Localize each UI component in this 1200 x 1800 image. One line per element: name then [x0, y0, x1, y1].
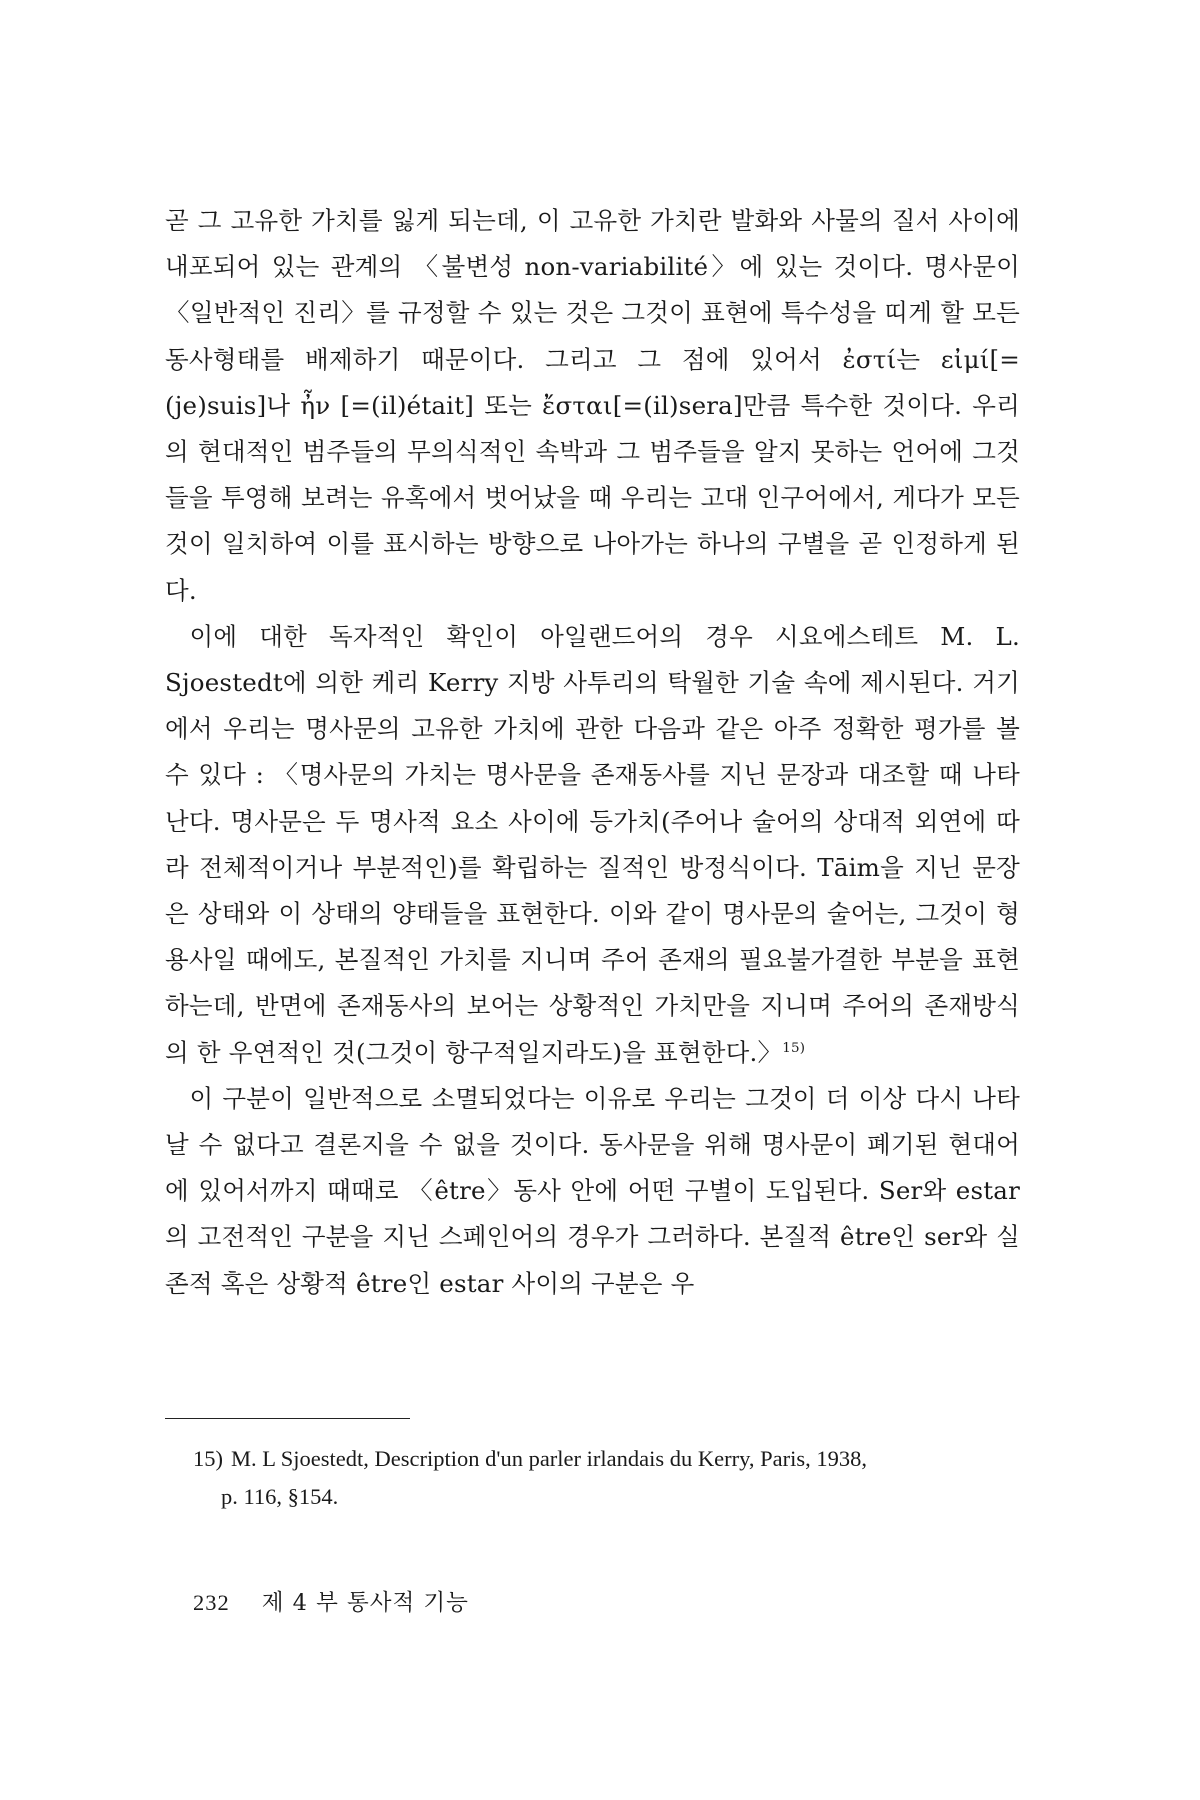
page-number: 232 [193, 1590, 230, 1615]
paragraph-3: 이 구분이 일반적으로 소멸되었다는 이유로 우리는 그것이 더 이상 다시 나타날 수 없다고 결론지을 수 없을 것이다. 동사문을 위해 명사문이 폐기된 현대어에 있어서까지 때때로 〈être〉동사 안에 어떤 구별이 도입된다. Ser와 estar의 고전적인 구분을 지닌 스페인어의 경우가 그러하다. 본질적 être인 ser와 실존적 혹은 상황적 être인 estar 사이의 구분은 우 [165, 1083, 1020, 1298]
paragraph-1: 곧 그 고유한 가치를 잃게 되는데, 이 고유한 가치란 발화와 사물의 질서 사이에 내포되어 있는 관계의 〈불변성 non-variabilité〉에 있는 것이다. 명사문이 〈일반적인 진리〉를 규정할 수 있는 것은 그것이 표현에 특수성을 띠게 할 모든 동사형태를 배제하기 때문이다. 그리고 그 점에 있어서 ἐστί는 εἰμί[=(je)suis]나 ἦν [=(il)était] 또는 ἔσται[=(il)sera]만큼 특수한 것이다. 우리의 현대적인 범주들의 무의식적인 속박과 그 범주들을 알지 못하는 언어에 그것들을 투영해 보려는 유혹에서 벗어났을 때 우리는 고대 인구어에서, 게다가 모든 것이 일치하여 이를 표시하는 방향으로 나아가는 하나의 구별을 곧 인정하게 된다. [165, 206, 1020, 605]
footnote [193, 1440, 1020, 1516]
footnote-number: 15) [193, 1446, 223, 1471]
paragraph-2 [165, 614, 1020, 1076]
main-text [165, 198, 1020, 1307]
paragraph-2-text: 이에 대한 독자적인 확인이 아일랜드어의 경우 시요에스테트 M. L. Sjoestedt에 의한 케리 Kerry 지방 사투리의 탁월한 기술 속에 제시된다. 거기에서 우리는 명사문의 고유한 가치에 관한 다음과 같은 아주 정확한 평가를 볼 수 있다 : 〈명사문의 가치는 명사문을 존재동사를 지닌 문장과 대조할 때 나타난다. 명사문은 두 명사적 요소 사이에 등가치(주어나 술어의 상대적 외연에 따라 전체적이거나 부분적인)를 확립하는 질적인 방정식이다. Tāim을 지닌 문장은 상태와 이 상태의 양태들을 표현한다. 이와 같이 명사문의 술어는, 그것이 형용사일 때에도, 본질적인 가치를 지니며 주어 존재의 필요불가결한 부분을 표현하는데, 반면에 존재동사의 보어는 상황적인 가치만을 지니며 주어의 존재방식의 한 우연적인 것(그것이 항구적일지라도)을 표현한다.〉 [165, 621, 1020, 1067]
footnote-citation: M. L Sjoestedt, Description d'un parler irlandais du Kerry, Paris, 1938, [231, 1446, 868, 1471]
footnote-reference: 15) [782, 1039, 806, 1056]
footnote-line-2: p. 116, §154. [221, 1484, 339, 1509]
book-page [165, 0, 1020, 1800]
page-footer [193, 1585, 469, 1617]
footnote-divider [165, 1418, 410, 1419]
section-title: 제 4 부 통사적 기능 [261, 1590, 469, 1616]
footnote-line-1 [193, 1440, 1020, 1478]
